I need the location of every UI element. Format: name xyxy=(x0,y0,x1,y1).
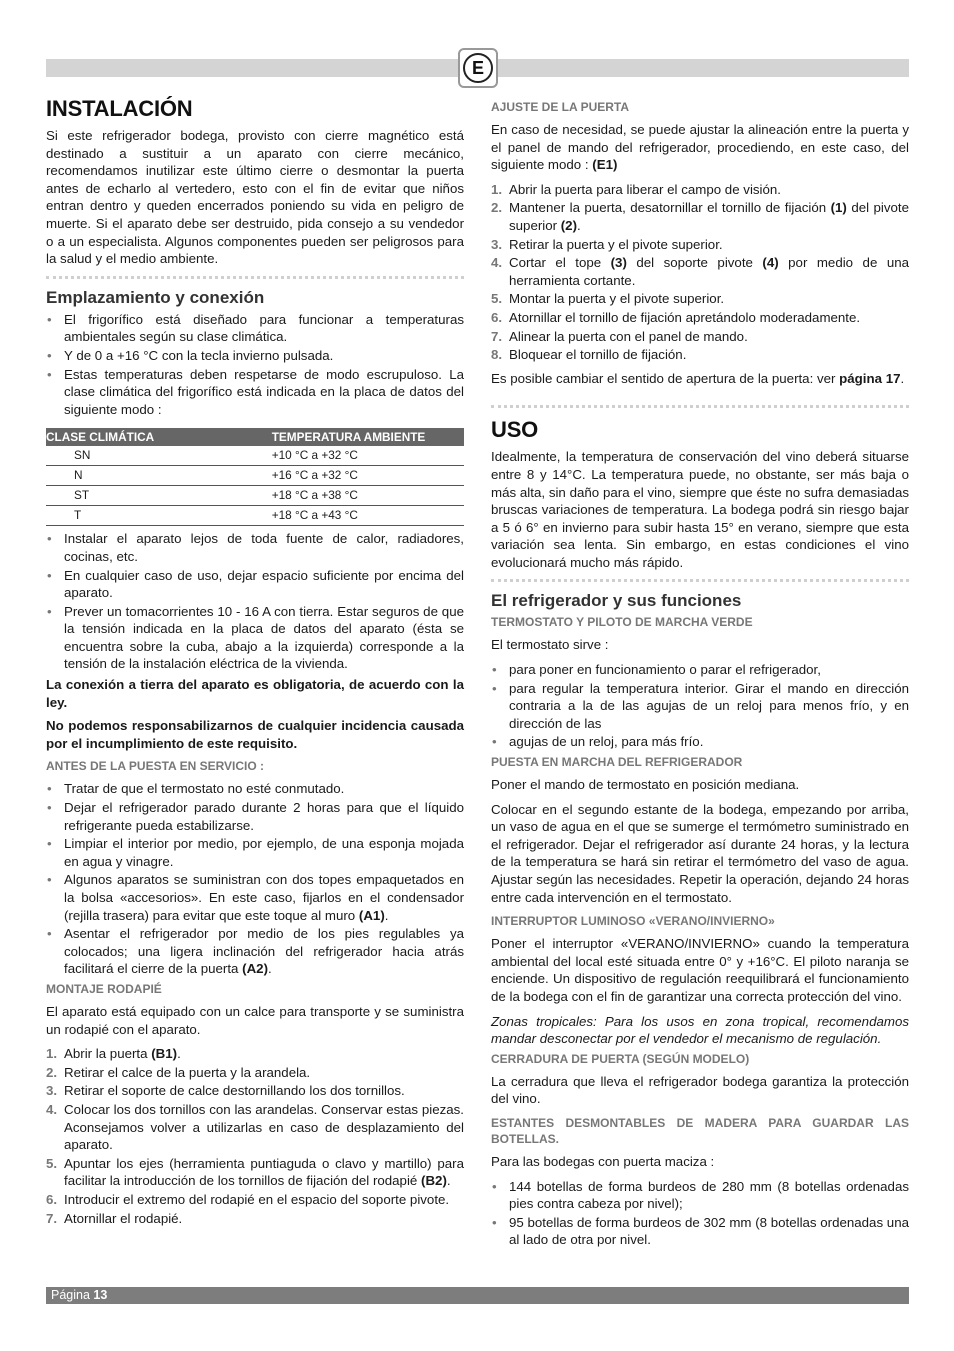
shelves-intro: Para las bodegas con puerta maciza : xyxy=(491,1153,715,1169)
step-number: 1. xyxy=(491,181,503,197)
step-text: Retirar la puerta y el pivote superior. xyxy=(509,236,723,252)
door-adjust-steps xyxy=(491,181,909,364)
list-item: • Instalar el aparato lejos de toda fuente de calor, radiadores, cocinas, etc. xyxy=(46,530,464,565)
step-text: del pivote superior xyxy=(509,200,909,233)
step-text: del soporte pivote xyxy=(636,255,753,271)
placement-list xyxy=(46,311,464,419)
step-text: Cortar el tope xyxy=(509,255,602,271)
uso-text: Idealmente, la temperatura de conservación del vino deberá situarse entre 8 y 14°C. La temperatura puede, no obstante, ser más baja o más alta, sin daño para el vino, siempre que éste no sufra demasiadas bruscas variaciones de temperatura. La bodega podrá sin riesgo bajar a 5 ó 6° en invierno para subir hasta 15° en verano, siempre que esta variación sea lenta. Sin embargo, en estas condiciones el vino evolucionará mucho más rápido. xyxy=(491,449,909,570)
step-number: 1. xyxy=(46,1046,58,1062)
thermostat-heading: TERMOSTATO Y PILOTO DE MARCHA VERDE xyxy=(491,615,753,630)
step-item xyxy=(46,1101,464,1154)
plinth-heading: MONTAJE RODAPIÉ xyxy=(46,981,162,996)
step-item: 1. Abrir la puerta (B1). xyxy=(46,1046,181,1062)
step-number: 3. xyxy=(491,236,503,252)
lock-heading: CERRADURA DE PUERTA (SEGÚN MODELO) xyxy=(491,1051,750,1066)
functions-heading: El refrigerador y sus funciones xyxy=(491,591,742,611)
step-text: Colocar los dos tornillos con las arandelas. Conservar estas piezas. Aconsejamos volver a utilizarlas en caso de desplazamiento del aparato. xyxy=(64,1101,464,1153)
step-item xyxy=(491,236,909,254)
item-text: Algunos aparatos se suministran con dos topes empaquetados en la bolsa «accesorios». En este caso, fijarlos en el condensador (rejilla trasera) para evitar que este toque al muro xyxy=(64,872,464,923)
step-item xyxy=(491,328,909,346)
tropical-note: Zonas tropicales: Para los usos en zona tropical, recomendamos mandar desconectar por el vendedor el mecanismo de regulación. xyxy=(491,1013,909,1047)
lock-text: La cerradura que lleva el refrigerador bodega garantiza la protección del vino. xyxy=(491,1073,909,1107)
step-item xyxy=(46,1064,464,1082)
step-number: 2. xyxy=(491,200,503,216)
page-ref: página 17 xyxy=(839,370,901,386)
language-letter: E xyxy=(463,53,493,83)
before-service-list xyxy=(46,780,464,978)
list-item: • Limpiar el interior por medio, por ejemplo, de una esponja mojada en agua y vinagre. xyxy=(46,835,464,870)
list-item: • En cualquier caso de uso, dejar espacio suficiente por encima del aparato. xyxy=(46,567,464,602)
switch-text: Poner el interruptor «VERANO/INVIERNO» cuando la temperatura ambiental del local esté situada entre 0° y +16°C. El piloto naranja se enciende. Un dispositivo de regulación reequilibrará el funcionamiento de la bodega con el fin de garantizar una correcta protección del vino. xyxy=(491,936,909,1004)
step-item xyxy=(46,1191,464,1209)
plinth-intro: El aparato está equipado con un calce para transporte y se suministra un rodapié con el aparato. xyxy=(46,1003,464,1037)
table-cell: ST xyxy=(46,486,272,506)
step-text: Alinear la puerta con el panel de mando. xyxy=(509,328,748,344)
item-text: Asentar el refrigerador por medio de los pies regulables ya colocados; una ligera inclinación del refrigerador hacia atrás facilitará el cierre de la puerta xyxy=(64,926,464,977)
step-number: 5. xyxy=(46,1155,58,1171)
step-number: 2. xyxy=(46,1064,58,1080)
figure-ref: (A1) xyxy=(358,907,385,923)
right-column xyxy=(491,96,909,1252)
table-header-row xyxy=(46,428,464,446)
before-service-heading: ANTES DE LA PUESTA EN SERVICIO : xyxy=(46,759,265,774)
table-header: TEMPERATURA AMBIENTE xyxy=(272,428,464,446)
list-item: • 95 botellas de forma burdeos de 302 mm (8 botellas ordenadas una al lado de otra por nivel. xyxy=(491,1214,909,1249)
startup-p2: Colocar en el segundo estante de la bodega, empezando por arriba, un vaso de agua en el que se sumerge el termómetro suministrado en el refrigerador. Dejar el refrigerador así durante 24 horas, y la lectura de la temperatura se hará sin retirar el termómetro del vaso de agua. Ajustar según las necesidades. Repetir la operación, dejando 24 horas entre cada intervención en el termostato. xyxy=(491,801,909,905)
table-row xyxy=(46,446,464,466)
table-row xyxy=(46,466,464,486)
shelves-list xyxy=(491,1178,909,1249)
step-text: Introducir el extremo del rodapié en el espacio del soporte pivote. xyxy=(64,1191,450,1207)
list-item: • Prever un tomacorrientes 10 - 16 A con tierra. Estar seguros de que la tensión indicada en la placa de datos del aparato (ésta se encuentra sobre la cuba, abajo a la izquierda) corresponde a la tensión de la instalación eléctrica de la vivienda. xyxy=(46,603,464,673)
figure-ref: (A2) xyxy=(242,961,268,977)
step-number: 7. xyxy=(46,1210,58,1226)
figure-ref: (3) xyxy=(610,255,627,271)
list-item: • Y de 0 a +16 °C con la tecla invierno pulsada. xyxy=(46,347,464,365)
step-text: Bloquear el tornillo de fijación. xyxy=(509,347,687,363)
step-item xyxy=(491,309,909,327)
step-item xyxy=(491,346,909,364)
footer-bar xyxy=(46,1287,909,1304)
step-text: Retirar el calce de la puerta y la arandela. xyxy=(64,1064,311,1080)
table-cell: N xyxy=(46,466,272,486)
table-cell: +18 °C a +43 °C xyxy=(272,506,464,526)
figure-ref: (2) xyxy=(560,217,578,233)
step-number: 4. xyxy=(491,255,503,271)
table-cell: +16 °C a +32 °C xyxy=(272,466,464,486)
step-text: Montar la puerta y el pivote superior. xyxy=(509,291,725,307)
list-item: • Estas temperaturas deben respetarse de modo escrupuloso. La clase climática del frigorífico está indicada en la placa de datos del siguiente modo : xyxy=(46,366,464,419)
door-adjust-intro xyxy=(491,121,909,174)
list-item: • Asentar el refrigerador por medio de los pies regulables ya colocados; una ligera inclinación del refrigerador hacia atrás facilitará el cierre de la puerta (A2). xyxy=(46,925,464,978)
figure-ref: (E1) xyxy=(592,157,618,173)
step-item xyxy=(46,1082,464,1100)
step-number: 5. xyxy=(491,291,503,307)
table-cell: +10 °C a +32 °C xyxy=(272,446,464,466)
list-item: • 144 botellas de forma burdeos de 280 mm (8 botellas ordenadas pies contra cabeza por nivel); xyxy=(491,1178,909,1213)
step-text: Atornillar el rodapié. xyxy=(64,1210,183,1226)
thermostat-intro: El termostato sirve : xyxy=(491,637,609,653)
door-reverse-note: Es posible cambiar el sentido de apertura de la puerta: ver página 17. xyxy=(491,370,905,386)
note-text: Es posible cambiar el sentido de apertura de la puerta: ver xyxy=(491,370,836,386)
step-item: 5. Apuntar los ejes (herramienta puntiaguda o clavo y martillo) para facilitar la introducción de los tornillos de fijación del rodapié (B2). xyxy=(46,1155,464,1189)
placement-heading: Emplazamiento y conexión xyxy=(46,287,265,307)
uso-title: USO xyxy=(491,417,539,443)
step-text: Apuntar los ejes (herramienta puntiaguda o clavo y martillo) para facilitar la introducción de los tornillos de fijación del rodapié xyxy=(64,1155,464,1189)
list-item: • agujas de un reloj, para más frío. xyxy=(491,733,909,751)
step-text: Atornillar el tornillo de fijación apretándolo moderadamente. xyxy=(509,309,861,325)
step-number: 6. xyxy=(491,309,503,325)
list-item: • para regular la temperatura interior. Girar el mando en dirección contraria a la de las agujas de un reloj para menos frío, y en dirección de las xyxy=(491,680,909,733)
figure-ref: (4) xyxy=(762,255,779,271)
step-text: Retirar el soporte de calce destornillando los dos tornillos. xyxy=(64,1083,405,1099)
list-item: • Dejar el refrigerador parado durante 2 horas para que el líquido refrigerante pueda estabilizarse. xyxy=(46,799,464,834)
door-adjust-heading: AJUSTE DE LA PUERTA xyxy=(491,100,630,114)
list-item: • Algunos aparatos se suministran con dos topes empaquetados en la bolsa «accesorios». En este caso, fijarlos en el condensador (rejilla trasera) para evitar que este toque al muro (A1). xyxy=(46,871,464,924)
step-number: 7. xyxy=(491,328,503,344)
installation-title: INSTALACIÓN xyxy=(46,96,193,121)
language-badge xyxy=(458,48,498,88)
step-number: 3. xyxy=(46,1083,58,1099)
table-cell: T xyxy=(46,506,272,526)
dotted-divider xyxy=(491,579,909,582)
switch-heading: INTERRUPTOR LUMINOSO «VERANO/INVIERNO» xyxy=(491,914,775,929)
startup-p1: Poner el mando de termostato en posición mediana. xyxy=(491,777,800,793)
step-number: 6. xyxy=(46,1191,58,1207)
intro-text: En caso de necesidad, se puede ajustar la alineación entre la puerta y el panel de mando del refrigerador, procediendo, en este caso, del siguiente modo : xyxy=(491,122,909,173)
step-item xyxy=(491,181,909,199)
climate-class-table xyxy=(46,428,464,526)
installation-list xyxy=(46,530,464,673)
step-item xyxy=(46,1210,464,1228)
step-item xyxy=(491,254,909,289)
figure-ref: (1) xyxy=(830,200,847,216)
dotted-divider xyxy=(46,276,464,279)
table-row xyxy=(46,506,464,526)
step-number: 8. xyxy=(491,347,503,363)
dotted-divider xyxy=(491,405,909,408)
step-text: Abrir la puerta para liberar el campo de visión. xyxy=(509,181,781,197)
page-label: Página xyxy=(51,1288,90,1302)
figure-ref: (B2) xyxy=(421,1173,447,1189)
list-item: • Tratar de que el termostato no esté conmutado. xyxy=(46,780,464,798)
liability-note: No podemos responsabilizarnos de cualquier incidencia causada por el incumplimiento de este requisito. xyxy=(46,718,464,751)
table-header: CLASE CLIMÁTICA xyxy=(46,428,272,446)
plinth-steps xyxy=(46,1045,464,1227)
step-item: 2. Mantener la puerta, desatornillar el tornillo de fijación (1) del pivote superior (2). xyxy=(491,200,909,233)
left-column xyxy=(46,96,464,1233)
table-cell: SN xyxy=(46,446,272,466)
list-item: • El frigorífico está diseñado para funcionar a temperaturas ambientales según su clase climática. xyxy=(46,311,464,346)
shelves-heading: ESTANTES DESMONTABLES DE MADERA PARA GUARDAR LAS BOTELLAS. xyxy=(491,1115,909,1146)
startup-heading: PUESTA EN MARCHA DEL REFRIGERADOR xyxy=(491,755,743,770)
table-row xyxy=(46,486,464,506)
thermostat-list xyxy=(491,661,909,751)
table-cell: +18 °C a +38 °C xyxy=(272,486,464,506)
step-item xyxy=(491,290,909,308)
installation-intro: Si este refrigerador bodega, provisto con cierre magnético está destinado a sustituir a un aparato con cierre mecánico, recomendamos inutilizar este último cierre o desmontar la puerta antes de echarlo al vertedero, esto con el fin de evitar que niños entran dentro y queden encerrados poniendo su vida en peligro de muerte. Si el aparato debe ser destruido, pida consejo a su vendedor o a un especialista. Algunos componentes pueden ser peligrosos para la salud y el medio ambiente. xyxy=(46,128,464,267)
page-number: 13 xyxy=(93,1288,108,1302)
step-text: Mantener la puerta, desatornillar el tornillo de fijación xyxy=(509,200,827,216)
step-number: 4. xyxy=(46,1101,58,1117)
figure-ref: (B1) xyxy=(151,1046,178,1062)
ground-note: La conexión a tierra del aparato es obligatoria, de acuerdo con la ley. xyxy=(46,677,464,710)
step-text: por medio de una herramienta cortante. xyxy=(509,255,910,288)
list-item: • para poner en funcionamiento o parar el refrigerador, xyxy=(491,661,909,679)
step-text: Abrir la puerta xyxy=(64,1046,148,1062)
